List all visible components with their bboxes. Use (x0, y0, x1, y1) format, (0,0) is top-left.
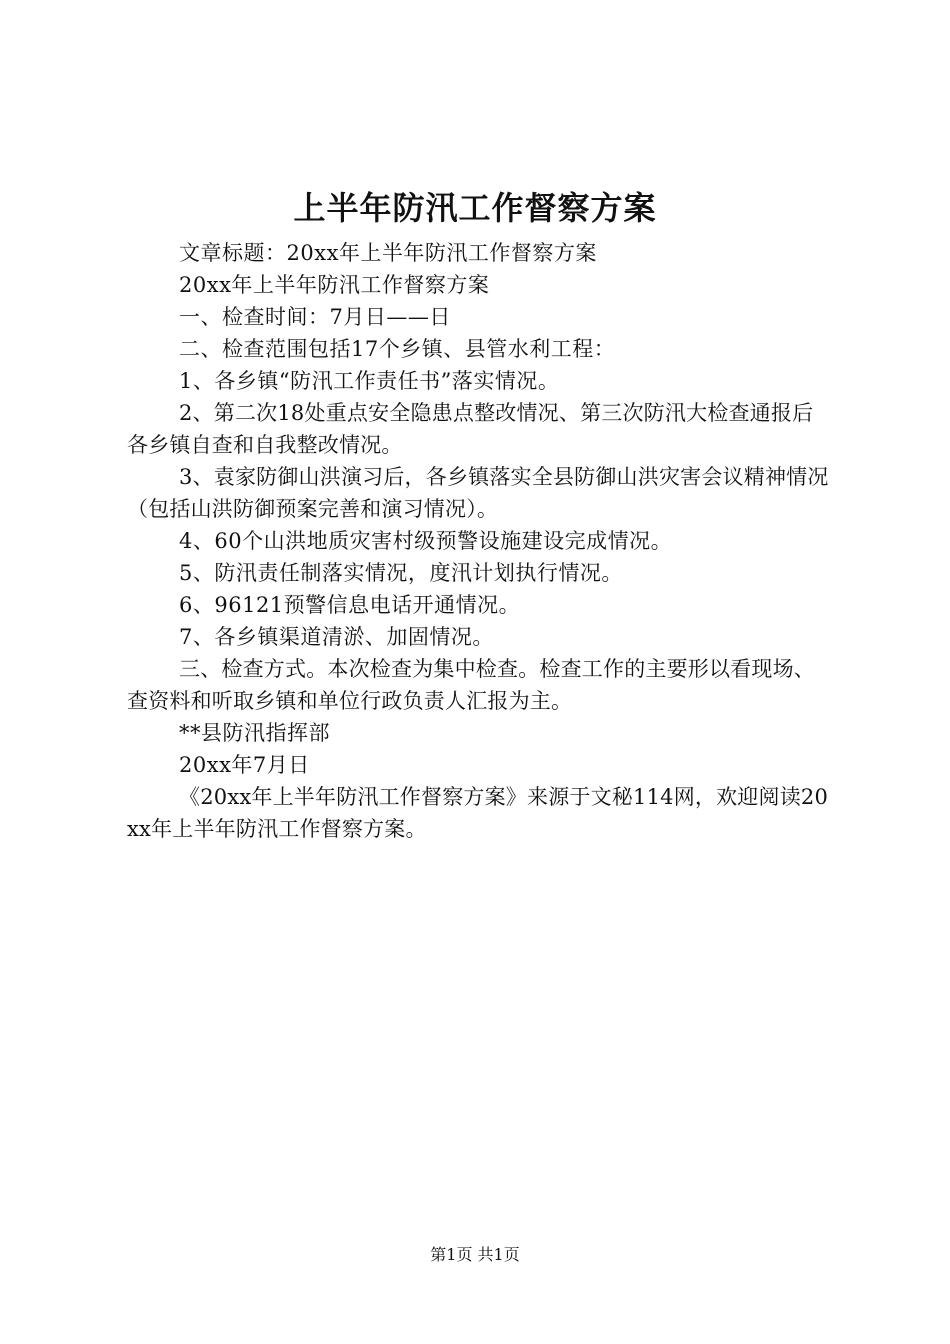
paragraph-item-5: 5、防汛责任制落实情况，度汛计划执行情况。 (179, 561, 623, 585)
paragraph-article-title: 文章标题：20xx年上半年防汛工作督察方案 (179, 241, 597, 265)
paragraph-item-7: 7、各乡镇渠道清淤、加固情况。 (179, 625, 494, 649)
document-title: 上半年防汛工作督察方案 (293, 189, 657, 227)
paragraph-item-2: 2、第二次18处重点安全隐患点整改情况、第三次防汛大检查通报后各乡镇自查和自我整改情况。 (127, 401, 814, 457)
document-body (127, 237, 833, 845)
paragraph-inspection-scope: 二、检查范围包括17个乡镇、县管水利工程： (179, 337, 616, 361)
paragraph-subtitle: 20xx年上半年防汛工作督察方案 (179, 273, 490, 297)
paragraph-source-note: 《20xx年上半年防汛工作督察方案》来源于文秘114网，欢迎阅读20xx年上半年防汛工作督察方案。 (127, 785, 829, 841)
paragraph-item-3: 3、袁家防御山洪演习后，各乡镇落实全县防御山洪灾害会议精神情况（包括山洪防御预案完善和演习情况）。 (127, 465, 829, 521)
paragraph-item-6: 6、96121预警信息电话开通情况。 (179, 593, 521, 617)
paragraph-inspection-time: 一、检查时间：7月日——日 (179, 305, 451, 329)
paragraph-date: 20xx年7月日 (179, 753, 310, 777)
page-footer: 第1页 共1页 (430, 1245, 520, 1264)
paragraph-signature: **县防汛指挥部 (179, 721, 330, 745)
paragraph-item-4: 4、60个山洪地质灾害村级预警设施建设完成情况。 (179, 529, 673, 553)
paragraph-item-1: 1、各乡镇“防汛工作责任书”落实情况。 (179, 369, 560, 393)
paragraph-inspection-method: 三、检查方式。本次检查为集中检查。检查工作的主要形以看现场、查资料和听取乡镇和单位行政负责人汇报为主。 (127, 657, 815, 713)
